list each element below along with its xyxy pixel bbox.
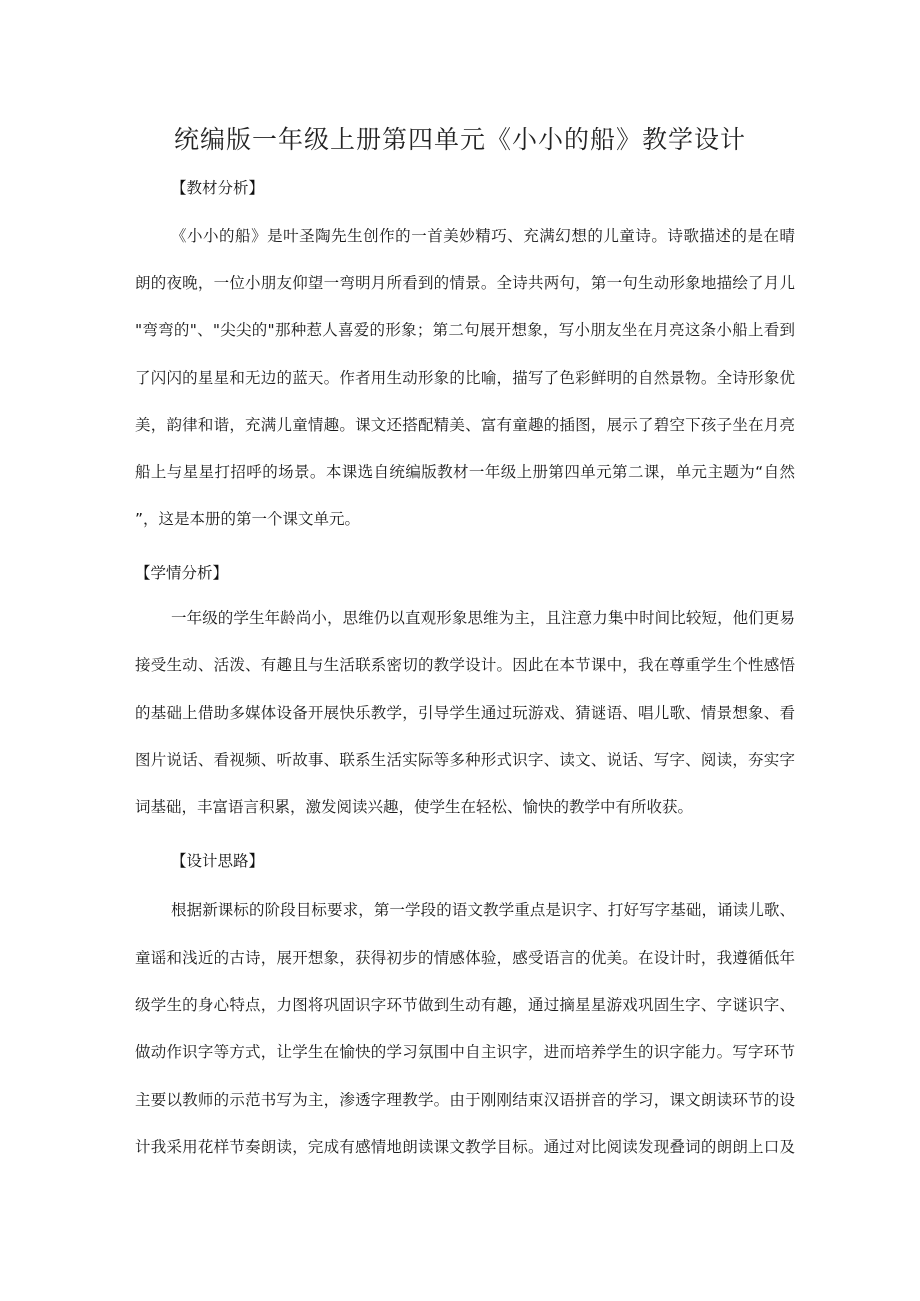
paragraph-line: 做动作识字等方式，让学生在愉快的学习氛围中自主识字，进而培养学生的识字能力。写字环节: [135, 1043, 795, 1061]
paragraph-line: 主要以教师的示范书写为主，渗透字理教学。由于刚刚结束汉语拼音的学习，课文朗读环节的设: [135, 1091, 795, 1109]
paragraph-line: "弯弯的"、"尖尖的"那种惹人喜爱的形象；第二句展开想象，写小朋友坐在月亮这条小船上看到: [135, 321, 795, 339]
paragraph-line: 根据新课标的阶段目标要求，第一学段的语文教学重点是识字、打好写字基础，诵读儿歌、: [171, 901, 795, 919]
paragraph-line: 《小小的船》是叶圣陶先生创作的一首美妙精巧、充满幻想的儿童诗。诗歌描述的是在晴: [171, 227, 795, 245]
paragraph-line: 的基础上借助多媒体设备开展快乐教学，引导学生通过玩游戏、猜谜语、唱儿歌、情景想象、看: [135, 704, 795, 722]
paragraph-line: 童谣和浅近的古诗，展开想象，获得初步的情感体验，感受语言的优美。在设计时，我遵循低年: [135, 949, 795, 967]
section-heading-textbook-analysis: 【教材分析】: [171, 179, 265, 197]
paragraph-line: 词基础，丰富语言积累，激发阅读兴趣，使学生在轻松、愉快的教学中有所收获。: [135, 798, 694, 816]
paragraph-line: 图片说话、看视频、听故事、联系生活实际等多种形式识字、读文、说话、写字、阅读，夯实字: [135, 751, 795, 769]
paragraph-line: ”，这是本册的第一个课文单元。: [135, 510, 361, 528]
paragraph-line: 计我采用花样节奏朗读，完成有感情地朗读课文教学目标。通过对比阅读发现叠词的朗朗上口及: [135, 1138, 795, 1156]
paragraph-line: 了闪闪的星星和无边的蓝天。作者用生动形象的比喻，描写了色彩鲜明的自然景物。全诗形象优: [135, 369, 795, 387]
paragraph-line: 朗的夜晚，一位小朋友仰望一弯明月所看到的情景。全诗共两句，第一句生动形象地描绘了月儿: [135, 274, 795, 292]
paragraph-line: 美，韵律和谐，充满儿童情趣。课文还搭配精美、富有童趣的插图，展示了碧空下孩子坐在月亮: [135, 416, 795, 434]
paragraph-line: 一年级的学生年龄尚小，思维仍以直观形象思维为主，且注意力集中时间比较短，他们更易: [171, 609, 795, 627]
paragraph-line: 船上与星星打招呼的场景。本课选自统编版教材一年级上册第四单元第二课，单元主题为“自然: [135, 463, 795, 481]
document-title: 统编版一年级上册第四单元《小小的船》教学设计: [173, 125, 746, 154]
section-heading-student-analysis: 【学情分析】: [135, 564, 229, 582]
section-heading-design-approach: 【设计思路】: [171, 852, 265, 870]
paragraph-line: 级学生的身心特点，力图将巩固识字环节做到生动有趣，通过摘星星游戏巩固生字、字谜识字、: [135, 996, 795, 1014]
paragraph-line: 接受生动、活泼、有趣且与生活联系密切的教学设计。因此在本节课中，我在尊重学生个性感悟: [135, 656, 795, 674]
